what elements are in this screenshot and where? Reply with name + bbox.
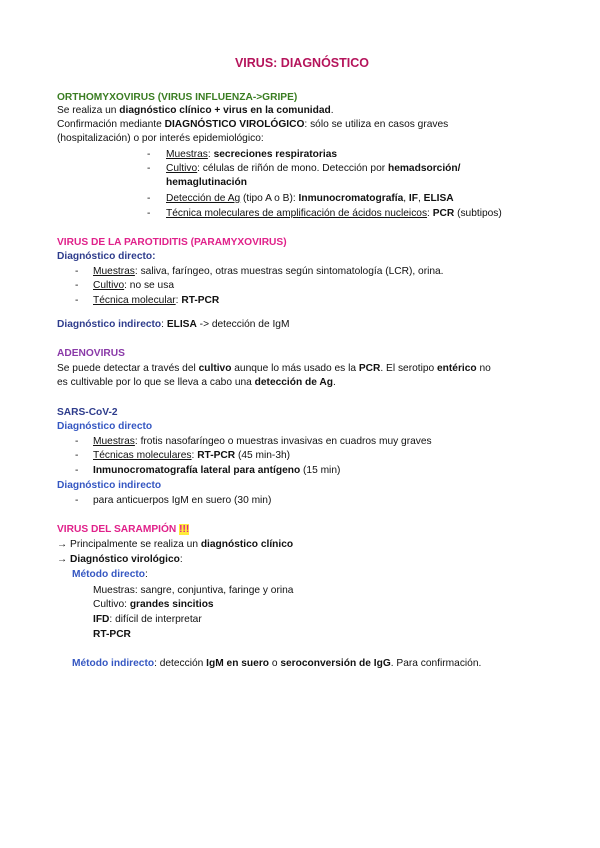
list-item-text: Técnicas moleculares: RT-PCR (45 min-3h) — [93, 450, 291, 461]
list-item: - — [75, 465, 79, 476]
list-item: - — [147, 208, 151, 219]
list-item-text: Cultivo: células de riñón de mono. Detección por hemadsorción/ — [166, 163, 461, 174]
orthomyxo-line-2: Confirmación mediante DIAGNÓSTICO VIROLÓGICO: sólo se utiliza en casos graves — [57, 119, 449, 130]
list-item-text: Técnica moleculares de amplificación de ácidos nucleicos: PCR (subtipos) — [166, 208, 502, 219]
list-item-text: Muestras: frotis nasofaríngeo o muestras invasivas en cuadros muy graves — [93, 436, 432, 447]
sars-heading: SARS-CoV-2 — [57, 407, 118, 418]
orthomyxo-line-3: (hospitalización) o por interés epidemiológico: — [57, 133, 264, 144]
list-item-text: para anticuerpos IgM en suero (30 min) — [93, 495, 272, 506]
orthomyxo-line-1: Se realiza un diagnóstico clínico + virus en la comunidad. — [57, 105, 334, 116]
parotiditis-indirect: Diagnóstico indirecto: ELISA -> detección de IgM — [57, 319, 290, 330]
sars-indirect-label: Diagnóstico indirecto — [57, 480, 162, 491]
alert-highlight: !!! — [179, 524, 190, 535]
list-item-text: Muestras: saliva, faríngeo, otras muestras según sintomatología (LCR), orina. — [93, 266, 444, 277]
sarampion-direct-item: IFD: difícil de interpretar — [93, 614, 202, 625]
list-item: - — [147, 193, 151, 204]
adenovirus-heading: ADENOVIRUS — [57, 348, 125, 359]
sarampion-direct-item: RT-PCR — [93, 629, 131, 640]
sarampion-direct-item: Cultivo: grandes sincitios — [93, 599, 214, 610]
list-item: - — [147, 163, 151, 174]
orthomyxo-heading: ORTHOMYXOVIRUS (VIRUS INFLUENZA->GRIPE) — [57, 92, 298, 103]
list-item: - — [75, 280, 79, 291]
sarampion-line-1: → Principalmente se realiza un diagnóstico clínico — [57, 539, 294, 550]
sarampion-indirect: Método indirecto: detección IgM en suero o seroconversión de IgG. Para confirmación. — [72, 658, 482, 669]
sarampion-heading: VIRUS DEL SARAMPIÓN !!! — [57, 524, 190, 535]
adenovirus-line-2: es cultivable por lo que se lleva a cabo una detección de Ag. — [57, 377, 336, 388]
sarampion-line-2: → Diagnóstico virológico: — [57, 554, 183, 565]
list-item: - — [75, 436, 79, 447]
list-item-continuation: hemaglutinación — [166, 177, 247, 188]
list-item: - — [147, 149, 151, 160]
sarampion-direct-label: Método directo: — [72, 569, 148, 580]
list-item: - — [75, 295, 79, 306]
list-item-text: Muestras: secreciones respiratorias — [166, 149, 338, 160]
list-item: - — [75, 495, 79, 506]
adenovirus-line-1: Se puede detectar a través del cultivo aunque lo más usado es la PCR. El serotipo entérico no — [57, 363, 491, 374]
sarampion-direct-item: Muestras: sangre, conjuntiva, faringe y orina — [93, 585, 294, 596]
list-item-text: Inmunocromatografía lateral para antígeno (15 min) — [93, 465, 341, 476]
parotiditis-direct-label: Diagnóstico directo: — [57, 251, 156, 262]
sars-direct-label: Diagnóstico directo — [57, 421, 153, 432]
list-item-text: Detección de Ag (tipo A o B): Inmunocromatografía, IF, ELISA — [166, 193, 454, 204]
page-title: VIRUS: DIAGNÓSTICO — [234, 56, 370, 70]
list-item-text: Cultivo: no se usa — [93, 280, 174, 291]
list-item-text: Técnica molecular: RT-PCR — [93, 295, 220, 306]
list-item: - — [75, 266, 79, 277]
parotiditis-heading: VIRUS DE LA PAROTIDITIS (PARAMYXOVIRUS) — [57, 237, 287, 248]
list-item: - — [75, 450, 79, 461]
